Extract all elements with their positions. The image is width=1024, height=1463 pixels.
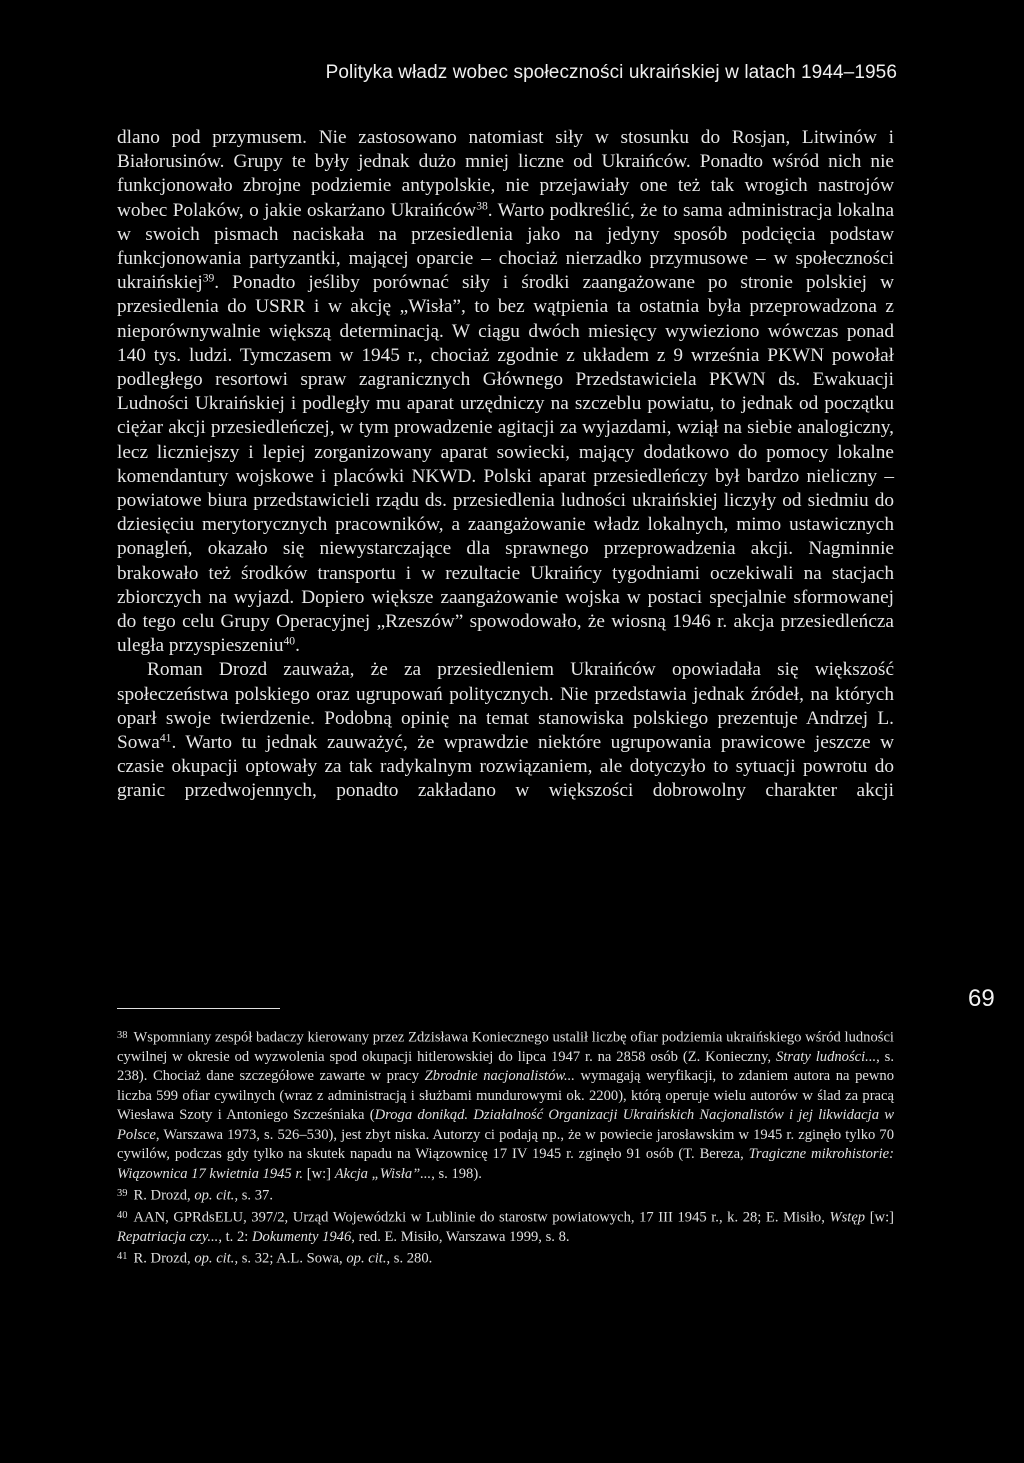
footnote-number: 41 xyxy=(117,1251,128,1263)
footnote-number: 39 xyxy=(117,1187,128,1199)
footnote-ref-40[interactable]: 40 xyxy=(283,634,296,648)
main-text xyxy=(117,126,894,804)
footnote-ref-41[interactable]: 41 xyxy=(159,731,172,745)
footnote-number: 40 xyxy=(117,1210,128,1221)
page-number: 69 xyxy=(968,985,995,1012)
footnote-38: $^{38}$ Wspomniany zespół badaczy kierowany przez Zdzisława Koniecznego ustalił liczbę ofiar podziemia ukraińskiego wśród ludności cywilnej w okresie od wyzwolenia spod okupacji hitlerowskiej do lipca 1947 r. na 2858 osób (Z. Konieczny, Straty ludności..., s. 238). Chociaż dane szczegółowe zawarte w pracy Zbrodnie nacjonalistów... wymagają weryfikacji, to zdaniem autora na pewno liczba 599 ofiar cywilnych (wraz z administracją i służbami mundurowymi ok. 2200), którą operuje wielu autorów w ślad za pracą Wiesława Szoty i Antoniego Szcześniaka (Droga donikąd. Działalność Organizacji Ukraińskich Nacjonalistów i jej likwidacja w Polsce, Warszawa 1973, s. 526–530), jest zbyt niska. Autorzy ci podają np., że w powiecie jarosławskim w 1945 r. zginęło tylko 70 cywilów, podczas gdy tylko na skutek napadu na Wiązownicę 17 IV 1945 r. zginęło 91 osób (T. Bereza, Tragiczne mikrohistorie: Wiązownica 17 kwietnia 1945 r. [w:] Akcja „Wisła”..., s. 198). xyxy=(117,1029,894,1182)
footnote-ref-39[interactable]: 39 xyxy=(202,271,215,285)
footnote-ref-38[interactable]: 38 xyxy=(476,199,488,213)
footnotes xyxy=(117,1026,894,1270)
paragraph: dlano pod przymusem. Nie zastosowano natomiast siły w stosunku do Rosjan, Litwinów i Białorusinów. Grupy te były jednak dużo mniej liczne od Ukraińców. Ponadto wśród nich nie funkcjonowało zbrojne podziemie antypolskie, nie przejawiały one też tak wrogich nastrojów wobec Polaków, o jakie oskarżano Ukraińców$^{38}$. Warto podkreślić, że to sama administracja lokalna w swoich pismach naciskała na przesiedlenia jako na jedyny sposób podcięcia podstaw funkcjonowania partyzantki, mającej oparcie – chociaż nierzadko przymusowe – w społeczności ukraińskiej$^{39}$. Ponadto jeśliby porównać siły i środki zaangażowane po stronie polskiej w przesiedlenia do USRR i w akcję „Wisła”, to bez wątpienia ta ostatnia była przeprowadzona z nieporównywalnie większą determinacją. W ciągu dwóch miesięcy wywieziono wówczas ponad 140 tys. ludzi. Tymczasem w 1945 r., chociaż zgodnie z układem z 9 września PKWN powołał podległego resortowi spraw zagranicznych Głównego Przedstawiciela PKWN ds. Ewakuacji Ludności Ukraińskiej i podległy mu aparat urzędniczy na szczeblu powiatu, to jednak od początku ciężar akcji przesiedleńczej, w tym prowadzenie agitacji za wyjazdami, wziął na siebie analogiczny, lecz liczniejszy i lepiej zorganizowany aparat sowiecki, mający dodatkowo do pomocy lokalne komendantury wojskowe i placówki NKWD. Polski aparat przesiedleńczy był bardzo nieliczny – powiatowe biura przedstawicieli rządu ds. przesiedlenia ludności ukraińskiej liczyły od siedmiu do dziesięciu merytorycznych pracowników, a zaangażowanie władz lokalnych, mimo ustawicznych ponagleń, okazało się niewystarczające dla sprawnego przeprowadzenia akcji. Nagminnie brakowało też środków transportu i w rezultacie Ukraińcy tygodniami oczekiwali na stacjach zbiorczych na wyjazd. Dopiero większe zaangażowanie wojska w postaci specjalnie sformowanej do tego celu Grupy Operacyjnej „Rzeszów” spowodowało, że wiosną 1946 r. akcja przesiedleńcza uległa przyspieszeniu$^{40}$. xyxy=(117,127,894,657)
running-header: Polityka władz wobec społeczności ukraińskiej w latach 1944–1956 xyxy=(325,62,897,83)
footnote-41: $^{41}$ R. Drozd, op. cit., s. 32; A.L. Sowa, op. cit., s. 280. xyxy=(117,1251,433,1268)
footnote-number: 38 xyxy=(117,1030,128,1041)
paragraph: Roman Drozd zauważa, że za przesiedleniem Ukraińców opowiadała się większość społeczeństwa polskiego oraz ugrupowań politycznych. Nie przedstawia jednak źródeł, na których oparł swoje twierdzenie. Podobną opinię na temat stanowiska polskiego prezentuje Andrzej L. Sowa$^{41}$. Warto tu jednak zauważyć, że wprawdzie niektóre ugrupowania prawicowe jeszcze w czasie okupacji optowały za tak radykalnym rozwiązaniem, ale dotyczyło to sytuacji powrotu do granic przedwojennych, ponadto zakładano w większości dobrowolny charakter akcji xyxy=(117,659,894,802)
footnote-40: $^{40}$ AAN, GPRdsELU, 397/2, Urząd Wojewódzki w Lublinie do starostw powiatowych, 17 III 1945 r., k. 28; E. Misiło, Wstęp [w:] Repatriacja czy..., t. 2: Dokumenty 1946, red. E. Misiło, Warszawa 1999, s. 8. xyxy=(117,1209,895,1246)
footnote-39: $^{39}$ R. Drozd, op. cit., s. 37. xyxy=(117,1187,273,1204)
footnote-separator xyxy=(117,1008,280,1009)
